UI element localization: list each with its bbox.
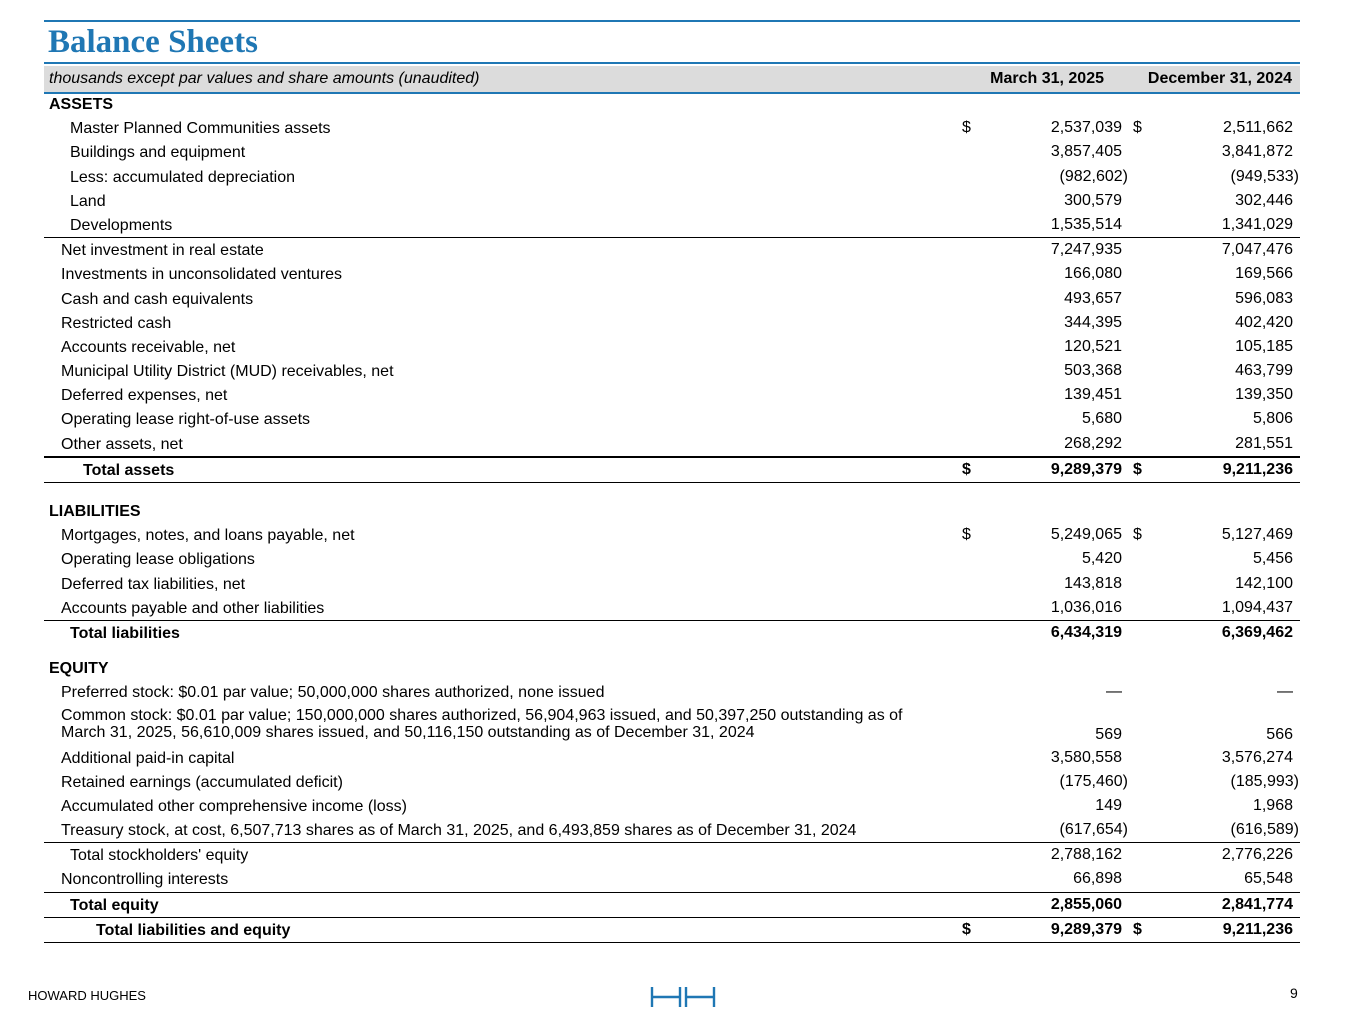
value-march-2025: (175,460) (1059, 772, 1128, 790)
table-row: Less: accumulated depreciation (982,602) (949,533) (70, 167, 1299, 186)
value-march-2025: 9,289,379 (1050, 920, 1122, 938)
column-header-december-2024: December 31, 2024 (1147, 70, 1292, 87)
section-heading-liabilities: LIABILITIES (49, 503, 141, 520)
value-december-2024: 9,211,236 (1222, 920, 1293, 938)
value-december-2024: 169,566 (1235, 265, 1293, 283)
dollar-sign: $ (1133, 119, 1142, 137)
table-row: Investments in unconsolidated ventures 166,080 169,566 (61, 265, 1293, 284)
table-row: Treasury stock, at cost, 6,507,713 shares as of March 31, 2025, and 6,493,859 shares as of December 31, 2024 (617,654) (616,589) (44, 818, 1300, 843)
table-row: Land 300,579 302,446 (70, 191, 1293, 210)
table-row-total-liabilities-and-equity: Total liabilities and equity $ 9,289,379 $ 9,211,236 (44, 918, 1300, 943)
table-row: Cash and cash equivalents 493,657 596,083 (61, 289, 1293, 308)
table-row: Operating lease obligations 5,420 5,456 (61, 550, 1293, 569)
footer-company-name: HOWARD HUGHES (28, 988, 146, 1003)
value-december-2024: 402,420 (1235, 313, 1293, 331)
table-row: Accounts receivable, net 120,521 105,185 (61, 337, 1293, 356)
value-march-2025: 3,580,558 (1050, 748, 1122, 766)
dollar-sign: $ (962, 920, 971, 938)
value-december-2024: 596,083 (1235, 289, 1293, 307)
value-march-2025: (982,602) (1059, 167, 1128, 185)
value-march-2025: 2,537,039 (1050, 119, 1122, 137)
value-december-2024: 463,799 (1235, 362, 1293, 380)
value-december-2024: (185,993) (1230, 772, 1299, 790)
value-march-2025: 3,857,405 (1050, 143, 1122, 161)
value-december-2024: 139,350 (1235, 386, 1293, 404)
table-row-total-assets: Total assets $ 9,289,379 $ 9,211,236 (44, 458, 1300, 483)
value-march-2025: 9,289,379 (1050, 460, 1122, 478)
table-row: Accounts payable and other liabilities 1,036,016 1,094,437 (44, 596, 1300, 621)
value-march-2025: 5,249,065 (1050, 526, 1122, 544)
table-row: Noncontrolling interests 66,898 65,548 (44, 867, 1300, 892)
value-december-2024: (616,589) (1230, 821, 1299, 839)
value-march-2025: (617,654) (1059, 821, 1128, 839)
value-december-2024: 302,446 (1235, 191, 1293, 209)
value-december-2024: 3,576,274 (1221, 748, 1293, 766)
value-december-2024: (949,533) (1230, 167, 1299, 185)
table-row: Common stock: $0.01 par value; 150,000,000 shares authorized, 56,904,963 issued, and 50,397,250 outstanding as of March 31, 2025, 56,610,009 shares issued, and 50,116,150 outstanding as of December 31, 2024 569 566 (61, 706, 1293, 743)
value-march-2025: 149 (1095, 796, 1122, 814)
section-heading-equity: EQUITY (49, 660, 109, 678)
table-header (44, 66, 1300, 94)
value-december-2024: 65,548 (1244, 870, 1293, 888)
dollar-sign: $ (962, 460, 971, 478)
table-row: Master Planned Communities assets $ 2,537,039 $ 2,511,662 (70, 119, 1293, 138)
table-row-subtotal: Net investment in real estate 7,247,935 7,047,476 (61, 241, 1293, 260)
table-row: Preferred stock: $0.01 par value; 50,000,000 shares authorized, none issued — — (61, 683, 1293, 702)
table-row: Other assets, net 268,292 281,551 (44, 432, 1300, 458)
hh-monogram-icon (650, 985, 716, 1014)
table-row: Developments 1,535,514 1,341,029 (44, 213, 1300, 238)
value-december-2024: 6,369,462 (1221, 623, 1293, 641)
dollar-sign: $ (1133, 920, 1142, 938)
title-bottom-rule (44, 62, 1300, 64)
value-december-2024: 1,968 (1252, 796, 1293, 814)
value-march-2025: 503,368 (1064, 362, 1122, 380)
table-row: Municipal Utility District (MUD) receivables, net 503,368 463,799 (61, 362, 1293, 381)
value-march-2025: 166,080 (1064, 265, 1122, 283)
value-december-2024: 9,211,236 (1222, 460, 1293, 478)
table-row: Accumulated other comprehensive income (loss) 149 1,968 (61, 796, 1293, 815)
value-december-2024: 3,841,872 (1221, 143, 1293, 161)
dollar-sign: $ (1133, 526, 1142, 544)
value-december-2024: 1,094,437 (1221, 598, 1293, 616)
value-december-2024: 5,456 (1252, 550, 1293, 568)
value-march-2025: 268,292 (1064, 434, 1122, 452)
section-heading-assets: ASSETS (49, 96, 114, 113)
value-december-2024: 105,185 (1235, 337, 1293, 355)
dollar-sign: $ (962, 119, 971, 137)
value-march-2025: 569 (1095, 725, 1122, 743)
page-title: Balance Sheets (48, 24, 258, 60)
value-march-2025: 139,451 (1064, 386, 1122, 404)
table-row-total-liabilities: Total liabilities 6,434,319 6,369,462 (70, 623, 1293, 642)
value-december-2024: 2,776,226 (1221, 846, 1293, 864)
value-december-2024: 7,047,476 (1221, 241, 1293, 259)
table-row-subtotal: Total stockholders' equity 2,788,162 2,776,226 (70, 846, 1293, 865)
table-row-total-equity: Total equity 2,855,060 2,841,774 (44, 893, 1300, 918)
value-december-2024: 1,341,029 (1221, 215, 1293, 233)
value-march-2025: 1,535,514 (1050, 215, 1122, 233)
dollar-sign: $ (962, 526, 971, 544)
value-december-2024: 5,127,469 (1221, 526, 1293, 544)
column-header-march-2025: March 31, 2025 (990, 70, 1104, 87)
value-december-2024: 2,511,662 (1223, 119, 1293, 137)
value-march-2025: 2,788,162 (1050, 846, 1122, 864)
table-row: Deferred tax liabilities, net 143,818 142,100 (61, 574, 1293, 593)
value-march-2025: 5,680 (1081, 410, 1122, 428)
value-december-2024: 566 (1266, 725, 1293, 743)
units-note: thousands except par values and share amounts (unaudited) (49, 70, 480, 87)
value-march-2025: 2,855,060 (1050, 895, 1122, 913)
value-march-2025: 7,247,935 (1050, 241, 1122, 259)
value-march-2025: 143,818 (1064, 574, 1122, 592)
table-row: Deferred expenses, net 139,451 139,350 (61, 386, 1293, 405)
dollar-sign: $ (1133, 460, 1142, 478)
balance-sheet-table (44, 92, 1300, 943)
table-row: Retained earnings (accumulated deficit) (175,460) (185,993) (61, 772, 1299, 791)
value-december-2024: 281,551 (1235, 434, 1293, 452)
table-row: Additional paid-in capital 3,580,558 3,576,274 (61, 748, 1293, 767)
value-march-2025: 6,434,319 (1050, 623, 1122, 641)
value-december-2024: — (1277, 683, 1293, 701)
value-march-2025: 493,657 (1064, 289, 1122, 307)
value-march-2025: 1,036,016 (1050, 598, 1122, 616)
value-march-2025: 344,395 (1064, 313, 1122, 331)
value-march-2025: — (1106, 683, 1122, 701)
value-march-2025: 300,579 (1064, 191, 1122, 209)
value-march-2025: 5,420 (1081, 550, 1122, 568)
table-row: Operating lease right-of-use assets 5,680 5,806 (61, 410, 1293, 429)
value-march-2025: 66,898 (1073, 870, 1122, 888)
page-number: 9 (1290, 985, 1298, 1001)
value-march-2025: 120,521 (1064, 337, 1122, 355)
table-row: Buildings and equipment 3,857,405 3,841,872 (70, 143, 1293, 162)
value-december-2024: 142,100 (1235, 574, 1293, 592)
value-december-2024: 5,806 (1252, 410, 1293, 428)
table-row: Mortgages, notes, and loans payable, net $ 5,249,065 $ 5,127,469 (61, 526, 1293, 545)
table-row: Restricted cash 344,395 402,420 (61, 313, 1293, 332)
value-december-2024: 2,841,774 (1221, 895, 1293, 913)
